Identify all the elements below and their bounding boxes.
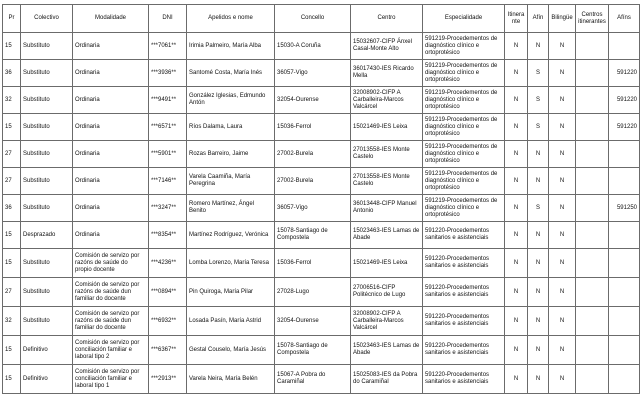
cell-afin: N xyxy=(528,222,549,249)
cell-centros-itinerantes xyxy=(576,365,609,394)
col-header-especialidade: Especialidade xyxy=(423,5,505,33)
cell-concello: 36057-Vigo xyxy=(275,195,351,222)
cell-afins: 591250 xyxy=(609,195,640,222)
cell-concello: 15036-Ferrol xyxy=(275,249,351,278)
cell-concello: 15078-Santiago de Compostela xyxy=(275,336,351,365)
cell-pr: 27 xyxy=(3,141,21,168)
cell-bilingue: N xyxy=(549,168,576,195)
cell-colectivo: Desprazado xyxy=(21,222,73,249)
cell-modalidade: Comisión de servizo por razóns de saúde dun familiar do docente xyxy=(73,307,149,336)
table-row xyxy=(3,336,640,365)
cell-especialidade: 591219-Procedementos de diagnóstico clínico e ortoprotésico xyxy=(423,33,505,60)
cell-nome: Gestal Couselo, María Jesús xyxy=(187,336,275,365)
results-table-container xyxy=(2,4,637,403)
cell-afin: N xyxy=(528,336,549,365)
cell-afins: 591220 xyxy=(609,114,640,141)
cell-colectivo: Substituto xyxy=(21,33,73,60)
table-row xyxy=(3,33,640,60)
cell-centro: 15025083-IES da Pobra do Caramiñal xyxy=(351,365,423,394)
cell-centro: 27013558-IES Monte Castelo xyxy=(351,141,423,168)
cell-centro: 27013558-IES Monte Castelo xyxy=(351,168,423,195)
cell-pr: 27 xyxy=(3,168,21,195)
cell-centro: 15021469-IES Leixa xyxy=(351,249,423,278)
header-row xyxy=(3,5,640,33)
cell-especialidade: 591220-Procedementos sanitarios e asistenciais xyxy=(423,307,505,336)
cell-bilingue: N xyxy=(549,307,576,336)
cell-bilingue: N xyxy=(549,60,576,87)
cell-centro: 15023463-IES Lamas de Abade xyxy=(351,222,423,249)
cell-afin: S xyxy=(528,87,549,114)
cell-itinerante: N xyxy=(505,168,528,195)
results-table xyxy=(2,4,640,394)
cell-nome: Rozas Barreiro, Jaime xyxy=(187,141,275,168)
cell-modalidade: Ordinaria xyxy=(73,141,149,168)
cell-nome: Losada Pasín, María Astrid xyxy=(187,307,275,336)
cell-concello: 36057-Vigo xyxy=(275,60,351,87)
cell-centro: 15032607-CIFP Ánxel Casal-Monte Alto xyxy=(351,33,423,60)
cell-bilingue: N xyxy=(549,222,576,249)
cell-colectivo: Substituto xyxy=(21,60,73,87)
cell-colectivo: Substituto xyxy=(21,278,73,307)
cell-dni: ***3247** xyxy=(149,195,187,222)
table-row xyxy=(3,278,640,307)
table-row xyxy=(3,365,640,394)
cell-afins: 591220 xyxy=(609,87,640,114)
cell-pr: 36 xyxy=(3,60,21,87)
cell-concello: 15030-A Coruña xyxy=(275,33,351,60)
cell-afin: N xyxy=(528,168,549,195)
cell-concello: 15078-Santiago de Compostela xyxy=(275,222,351,249)
cell-dni: ***0894** xyxy=(149,278,187,307)
cell-afins xyxy=(609,249,640,278)
col-header-centros-itinerantes: Centros itinerantes xyxy=(576,5,609,33)
cell-centro: 32008902-CIFP A Carballeira-Marcos Valcárcel xyxy=(351,87,423,114)
cell-colectivo: Substituto xyxy=(21,195,73,222)
cell-afin: N xyxy=(528,141,549,168)
cell-colectivo: Substituto xyxy=(21,307,73,336)
cell-especialidade: 591220-Procedementos sanitarios e asistenciais xyxy=(423,278,505,307)
cell-pr: 27 xyxy=(3,278,21,307)
cell-nome: Santomé Costa, María Inés xyxy=(187,60,275,87)
table-row xyxy=(3,60,640,87)
cell-modalidade: Ordinaria xyxy=(73,60,149,87)
cell-dni: ***4236** xyxy=(149,249,187,278)
table-row xyxy=(3,195,640,222)
cell-especialidade: 591220-Procedementos sanitarios e asistenciais xyxy=(423,365,505,394)
cell-afins xyxy=(609,222,640,249)
cell-itinerante: N xyxy=(505,307,528,336)
cell-modalidade: Comisión de servizo por razóns de saúde dun familiar do docente xyxy=(73,278,149,307)
cell-colectivo: Substituto xyxy=(21,141,73,168)
cell-bilingue: N xyxy=(549,336,576,365)
col-header-afins: Afíns xyxy=(609,5,640,33)
cell-pr: 32 xyxy=(3,87,21,114)
cell-afin: S xyxy=(528,195,549,222)
cell-especialidade: 591220-Procedementos sanitarios e asistenciais xyxy=(423,249,505,278)
cell-itinerante: N xyxy=(505,87,528,114)
cell-centros-itinerantes xyxy=(576,87,609,114)
cell-afin: N xyxy=(528,307,549,336)
cell-dni: ***6367** xyxy=(149,336,187,365)
cell-colectivo: Definitivo xyxy=(21,365,73,394)
cell-centros-itinerantes xyxy=(576,222,609,249)
cell-centros-itinerantes xyxy=(576,60,609,87)
cell-itinerante: N xyxy=(505,249,528,278)
cell-colectivo: Substituto xyxy=(21,114,73,141)
cell-colectivo: Substituto xyxy=(21,87,73,114)
cell-nome: Ríos Dalama, Laura xyxy=(187,114,275,141)
cell-pr: 15 xyxy=(3,365,21,394)
col-header-colectivo: Colectivo xyxy=(21,5,73,33)
cell-pr: 32 xyxy=(3,307,21,336)
cell-centros-itinerantes xyxy=(576,336,609,365)
cell-modalidade: Comisión de servizo por conciliación familiar e laboral tipo 2 xyxy=(73,336,149,365)
cell-afins: 591220 xyxy=(609,60,640,87)
cell-especialidade: 591220-Procedementos sanitarios e asistenciais xyxy=(423,222,505,249)
cell-afins xyxy=(609,33,640,60)
cell-concello: 15067-A Pobra do Caramiñal xyxy=(275,365,351,394)
cell-concello: 27002-Burela xyxy=(275,141,351,168)
cell-afin: S xyxy=(528,114,549,141)
cell-itinerante: N xyxy=(505,222,528,249)
cell-centros-itinerantes xyxy=(576,249,609,278)
table-row xyxy=(3,249,640,278)
cell-concello: 15036-Ferrol xyxy=(275,114,351,141)
cell-centro: 36017430-IES Ricardo Mella xyxy=(351,60,423,87)
cell-especialidade: 591219-Procedementos de diagnóstico clínico e ortoprotésico xyxy=(423,141,505,168)
cell-nome: Pin Quiroga, María Pilar xyxy=(187,278,275,307)
cell-pr: 15 xyxy=(3,33,21,60)
cell-colectivo: Definitivo xyxy=(21,336,73,365)
cell-modalidade: Comisión de servizo por razóns de saúde do propio docente xyxy=(73,249,149,278)
cell-afins xyxy=(609,168,640,195)
cell-bilingue: N xyxy=(549,278,576,307)
cell-modalidade: Ordinaria xyxy=(73,195,149,222)
table-row xyxy=(3,87,640,114)
cell-bilingue: N xyxy=(549,249,576,278)
cell-especialidade: 591219-Procedementos de diagnóstico clínico e ortoprotésico xyxy=(423,60,505,87)
cell-modalidade: Ordinaria xyxy=(73,33,149,60)
cell-dni: ***5901** xyxy=(149,141,187,168)
cell-pr: 36 xyxy=(3,195,21,222)
cell-bilingue: N xyxy=(549,141,576,168)
cell-pr: 15 xyxy=(3,336,21,365)
cell-nome: Varela Caamiña, María Peregrina xyxy=(187,168,275,195)
col-header-pr: Pr xyxy=(3,5,21,33)
col-header-concello: Concello xyxy=(275,5,351,33)
table-row xyxy=(3,307,640,336)
cell-itinerante: N xyxy=(505,33,528,60)
cell-itinerante: N xyxy=(505,195,528,222)
cell-afin: N xyxy=(528,365,549,394)
col-header-dni: DNI xyxy=(149,5,187,33)
cell-modalidade: Ordinaria xyxy=(73,114,149,141)
cell-itinerante: N xyxy=(505,278,528,307)
cell-especialidade: 591219-Procedementos de diagnóstico clínico e ortoprotésico xyxy=(423,168,505,195)
cell-centro: 27006516-CIFP Politécnico de Lugo xyxy=(351,278,423,307)
cell-nome: Martínez Rodríguez, Verónica xyxy=(187,222,275,249)
table-row xyxy=(3,168,640,195)
cell-especialidade: 591220-Procedementos sanitarios e asistenciais xyxy=(423,336,505,365)
table-row xyxy=(3,222,640,249)
cell-bilingue: N xyxy=(549,33,576,60)
cell-pr: 15 xyxy=(3,249,21,278)
cell-centros-itinerantes xyxy=(576,33,609,60)
cell-especialidade: 591219-Procedementos de diagnóstico clínico e ortoprotésico xyxy=(423,87,505,114)
cell-pr: 15 xyxy=(3,114,21,141)
cell-afins xyxy=(609,278,640,307)
col-header-centro: Centro xyxy=(351,5,423,33)
cell-nome: Romero Martínez, Ángel Benito xyxy=(187,195,275,222)
cell-afin: S xyxy=(528,60,549,87)
cell-nome: González Iglesias, Edmundo Antón xyxy=(187,87,275,114)
cell-centros-itinerantes xyxy=(576,195,609,222)
cell-centro: 36013448-CIFP Manuel Antonio xyxy=(351,195,423,222)
cell-bilingue: N xyxy=(549,114,576,141)
cell-centro: 15021469-IES Leixa xyxy=(351,114,423,141)
cell-afin: N xyxy=(528,33,549,60)
cell-itinerante: N xyxy=(505,336,528,365)
cell-afins xyxy=(609,141,640,168)
cell-centro: 15023463-IES Lamas de Abade xyxy=(351,336,423,365)
cell-nome: Irimia Palmeiro, María Alba xyxy=(187,33,275,60)
cell-modalidade: Ordinaria xyxy=(73,87,149,114)
cell-centro: 32008902-CIFP A Carballeira-Marcos Valcárcel xyxy=(351,307,423,336)
cell-concello: 32054-Ourense xyxy=(275,87,351,114)
cell-dni: ***8354** xyxy=(149,222,187,249)
cell-bilingue: N xyxy=(549,87,576,114)
cell-concello: 27002-Burela xyxy=(275,168,351,195)
cell-concello: 27028-Lugo xyxy=(275,278,351,307)
cell-colectivo: Substituto xyxy=(21,168,73,195)
cell-afin: N xyxy=(528,278,549,307)
cell-itinerante: N xyxy=(505,60,528,87)
cell-dni: ***6932** xyxy=(149,307,187,336)
col-header-afin: Afín xyxy=(528,5,549,33)
table-row xyxy=(3,141,640,168)
cell-bilingue: N xyxy=(549,195,576,222)
col-header-bilingue: Bilingüe xyxy=(549,5,576,33)
col-header-itinerante: Itinerante xyxy=(505,5,528,33)
cell-centros-itinerantes xyxy=(576,168,609,195)
cell-especialidade: 591219-Procedementos de diagnóstico clínico e ortoprotésico xyxy=(423,195,505,222)
cell-afin: N xyxy=(528,249,549,278)
cell-afins xyxy=(609,336,640,365)
cell-modalidade: Comisión de servizo por conciliación familiar e laboral tipo 1 xyxy=(73,365,149,394)
col-header-modalidade: Modalidade xyxy=(73,5,149,33)
cell-colectivo: Substituto xyxy=(21,249,73,278)
cell-bilingue: N xyxy=(549,365,576,394)
table-row xyxy=(3,114,640,141)
cell-dni: ***7146** xyxy=(149,168,187,195)
cell-dni: ***3936** xyxy=(149,60,187,87)
cell-centros-itinerantes xyxy=(576,141,609,168)
cell-dni: ***6571** xyxy=(149,114,187,141)
cell-modalidade: Ordinaria xyxy=(73,168,149,195)
cell-modalidade: Ordinaria xyxy=(73,222,149,249)
cell-nome: Varela Neira, María Belén xyxy=(187,365,275,394)
cell-dni: ***7061** xyxy=(149,33,187,60)
cell-afins xyxy=(609,307,640,336)
cell-itinerante: N xyxy=(505,365,528,394)
cell-centros-itinerantes xyxy=(576,114,609,141)
cell-concello: 32054-Ourense xyxy=(275,307,351,336)
cell-pr: 15 xyxy=(3,222,21,249)
cell-centros-itinerantes xyxy=(576,307,609,336)
cell-centros-itinerantes xyxy=(576,278,609,307)
cell-nome: Lomba Lorenzo, María Teresa xyxy=(187,249,275,278)
cell-itinerante: N xyxy=(505,141,528,168)
cell-afins xyxy=(609,365,640,394)
cell-dni: ***9491** xyxy=(149,87,187,114)
cell-especialidade: 591219-Procedementos de diagnóstico clínico e ortoprotésico xyxy=(423,114,505,141)
cell-dni: ***2913** xyxy=(149,365,187,394)
col-header-nome: Apelidos e nome xyxy=(187,5,275,33)
cell-itinerante: N xyxy=(505,114,528,141)
